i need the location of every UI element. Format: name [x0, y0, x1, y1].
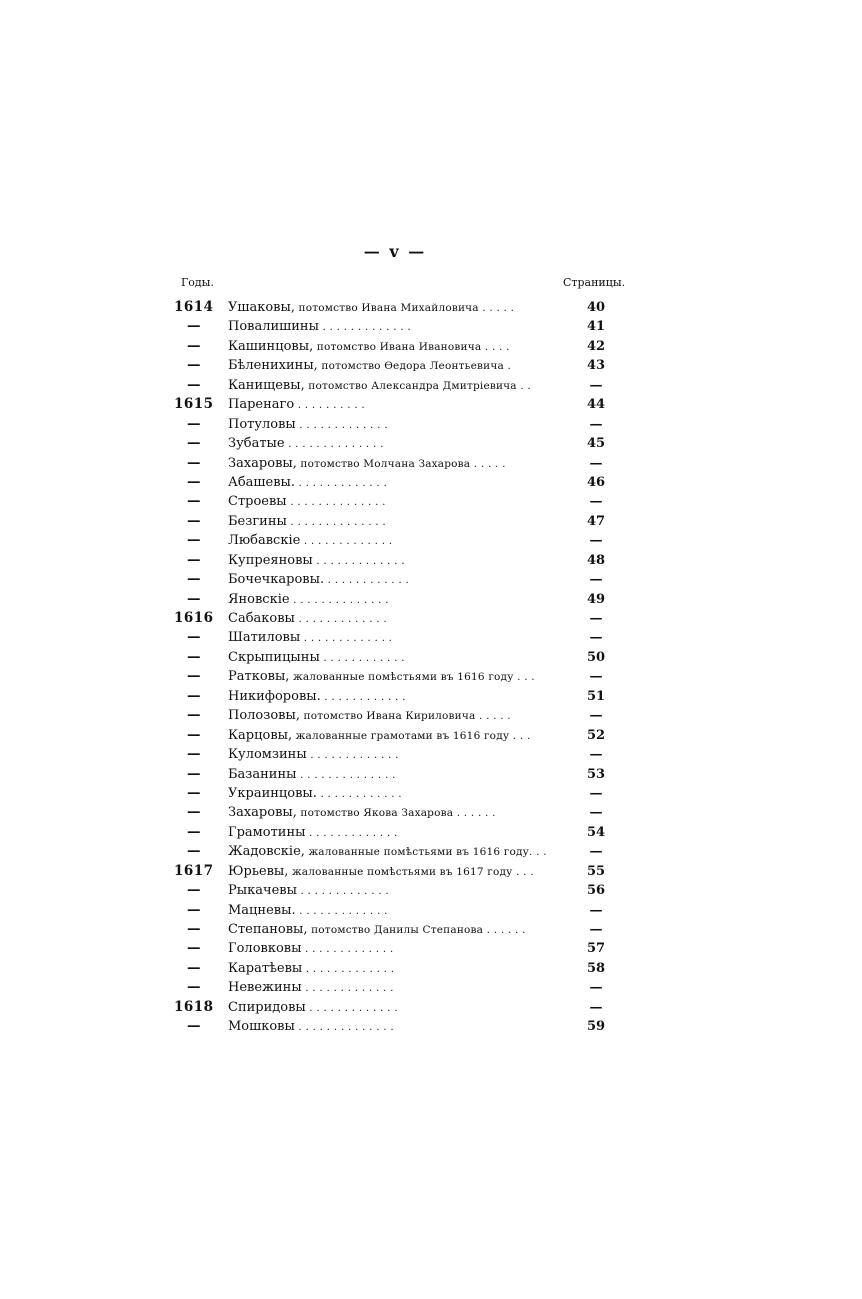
toc-entry-name: Мошковы	[228, 1019, 295, 1035]
toc-year: —	[187, 726, 201, 743]
toc-entry-name: Карцовы,	[228, 727, 293, 743]
toc-leader-dots: . . . . . . . . . . . .	[324, 574, 409, 587]
toc-leader-dots: . . . . . . . . . . . . . .	[296, 768, 396, 781]
toc-row	[170, 337, 630, 356]
toc-entry-note: потомство Ивана Ивановича	[313, 340, 482, 353]
toc-page-number: 44	[586, 397, 606, 413]
toc-page-number: 55	[586, 863, 606, 879]
toc-page-number: —	[589, 533, 603, 549]
toc-entry-note: потомство Ивана Михайловича	[294, 302, 479, 314]
toc-entry-note: потомство Якова Захарова	[296, 807, 454, 820]
toc-leader-dots: . . . . .	[470, 457, 506, 470]
toc-year: —	[187, 843, 201, 860]
toc-entry	[228, 337, 568, 357]
toc-entry-note: жалованные помѣстьями въ 1616 году.	[304, 846, 533, 859]
toc-row	[170, 415, 630, 434]
toc-leader-dots: . . . . . . . . . . . . .	[296, 885, 389, 898]
toc-page-number: —	[589, 922, 603, 937]
toc-entry	[228, 939, 568, 959]
toc-row	[170, 590, 630, 609]
toc-row	[170, 512, 630, 531]
toc-year: 1618	[174, 998, 214, 1015]
toc-year: 1614	[174, 299, 214, 315]
toc-year: —	[187, 337, 201, 354]
toc-leader-dots: . . . . . . . . . . . . .	[301, 982, 394, 995]
toc-entry-name: Базанины	[228, 766, 297, 782]
toc-page-number: —	[589, 494, 603, 510]
toc-year: —	[187, 532, 201, 549]
toc-page-number: 47	[586, 513, 606, 529]
toc-row	[170, 765, 630, 784]
toc-row	[170, 648, 630, 667]
toc-year: —	[187, 921, 201, 937]
toc-row	[170, 531, 630, 550]
toc-page-number: —	[589, 455, 603, 471]
toc-entry	[228, 648, 568, 668]
toc-page-number: —	[589, 902, 603, 918]
toc-year: —	[187, 901, 201, 918]
toc-entry	[228, 978, 568, 998]
toc-row	[170, 609, 630, 628]
toc-entry-name: Юрьевы,	[228, 863, 289, 879]
toc-year: —	[187, 668, 201, 685]
toc-entry-name: Абашевы.	[228, 474, 295, 490]
toc-entry-note: потомство Александра Дмитріевича	[304, 379, 517, 392]
toc-entry-name: Ратковы,	[228, 669, 290, 685]
toc-page-number: —	[589, 980, 603, 996]
toc-leader-dots: . . . . . . . . . . . . .	[312, 554, 405, 567]
toc-entry	[228, 823, 568, 843]
toc-leader-dots: . . . . . .	[453, 807, 496, 820]
toc-page-number: 42	[586, 338, 606, 354]
toc-entry	[228, 590, 568, 610]
toc-entry-name: Любавскіе	[228, 533, 301, 549]
toc-row	[170, 454, 630, 473]
toc-year: —	[187, 784, 201, 801]
toc-year: —	[187, 318, 201, 335]
toc-entry-name: Бочечкаровы.	[228, 572, 325, 588]
toc-entry	[228, 784, 568, 804]
toc-entry-name: Купреяновы	[228, 552, 313, 568]
toc-row	[170, 862, 630, 881]
toc-leader-dots: . . . . . . . . . . . . . .	[284, 438, 384, 451]
toc-entry	[228, 570, 568, 590]
toc-entry-name: Головковы	[228, 941, 302, 957]
toc-entry-name: Захаровы,	[228, 805, 297, 821]
toc-row	[170, 823, 630, 842]
toc-leader-dots: . . . . . . . . . . . . .	[295, 904, 388, 917]
toc-year: —	[187, 551, 201, 568]
toc-leader-dots: . . . . .	[475, 710, 511, 723]
toc-row	[170, 920, 630, 939]
pages-column-header: Страницы.	[563, 276, 626, 289]
toc-row	[170, 978, 630, 997]
toc-page-number: —	[589, 630, 603, 646]
toc-entry-note: потомство Молчана Захарова	[296, 457, 471, 470]
toc-row	[170, 434, 630, 453]
toc-row	[170, 317, 630, 336]
toc-entry	[228, 920, 568, 940]
toc-row	[170, 298, 630, 317]
toc-year: —	[187, 1018, 201, 1035]
toc-page-number: 41	[586, 319, 606, 335]
toc-row	[170, 745, 630, 764]
toc-entry	[228, 356, 568, 376]
toc-page-number: 56	[586, 883, 606, 899]
toc-page-number: 59	[586, 1019, 606, 1035]
toc-page-number: 46	[586, 474, 606, 490]
toc-entry	[228, 1017, 568, 1037]
toc-entry	[228, 862, 568, 882]
table-of-contents	[170, 298, 630, 1037]
toc-page-number: 50	[586, 649, 606, 665]
toc-leader-dots: . .	[516, 379, 531, 392]
toc-entry-name: Паренаго	[228, 397, 295, 413]
toc-entry	[228, 395, 568, 415]
toc-entry	[228, 551, 568, 571]
toc-entry-name: Повалишины	[228, 319, 319, 335]
toc-entry-name: Спиридовы	[228, 999, 306, 1015]
toc-leader-dots: . . . . . . . . . . . . .	[300, 632, 393, 645]
toc-page-number: 51	[586, 688, 606, 704]
toc-page-number: —	[589, 669, 603, 685]
toc-year: —	[187, 357, 201, 374]
toc-entry	[228, 454, 568, 474]
toc-leader-dots: . . . . .	[478, 302, 515, 314]
toc-leader-dots: . . . . . . . . . . . . .	[302, 962, 395, 975]
toc-year: —	[187, 882, 201, 899]
toc-page-number: —	[589, 747, 603, 763]
toc-leader-dots: . . . . . . . . . . . . . .	[286, 496, 386, 509]
toc-entry	[228, 901, 568, 921]
toc-entry-name: Скрыпицыны	[228, 649, 320, 665]
toc-entry-note: потомство Өедора Леонтьевича	[317, 360, 504, 373]
toc-year: —	[187, 648, 201, 665]
toc-leader-dots: . . . . . . . . . . . . .	[318, 321, 411, 334]
toc-entry	[228, 667, 568, 687]
toc-leader-dots: . . . . . . . . . . . . .	[300, 535, 393, 548]
toc-entry	[228, 959, 568, 979]
toc-page-number: —	[589, 377, 603, 393]
toc-entry-name: Безгины	[228, 513, 287, 529]
toc-entry	[228, 376, 568, 396]
toc-leader-dots: . . . . . . . . . . . . . .	[289, 593, 389, 606]
toc-entry-name: Рыкачевы	[228, 883, 297, 899]
toc-leader-dots: . . .	[509, 729, 531, 742]
toc-year: 1617	[174, 862, 214, 879]
toc-page-number: 49	[586, 591, 606, 607]
toc-entry-note: жалованные грамотами въ 1616 году	[292, 729, 510, 742]
toc-page-number: 54	[586, 824, 606, 840]
toc-year: —	[187, 707, 201, 724]
toc-row	[170, 784, 630, 803]
toc-year: —	[187, 590, 201, 607]
toc-entry	[228, 512, 568, 532]
toc-year: —	[187, 823, 201, 840]
toc-year: —	[187, 959, 201, 976]
toc-leader-dots: . . . . . . . . . . . . . .	[294, 1021, 394, 1034]
toc-entry-name: Жадовскіе,	[228, 844, 305, 860]
toc-leader-dots: . . . . . . . . . .	[294, 399, 365, 412]
toc-year: —	[187, 376, 201, 393]
toc-entry-name: Грамотины	[228, 824, 306, 840]
toc-row	[170, 570, 630, 589]
toc-entry-note: жалованные помѣстьями въ 1616 году	[289, 671, 514, 684]
toc-entry	[228, 881, 568, 901]
toc-entry	[228, 706, 568, 726]
toc-leader-dots: . . . . . . . . . . . . .	[305, 1001, 398, 1014]
toc-row	[170, 492, 630, 511]
toc-page-number: 57	[586, 941, 606, 957]
toc-row	[170, 901, 630, 920]
toc-year: —	[187, 454, 201, 471]
toc-entry-name: Строевы	[228, 494, 287, 510]
toc-row	[170, 1017, 630, 1036]
toc-entry	[228, 531, 568, 551]
toc-leader-dots: . . .	[512, 865, 534, 878]
toc-entry	[228, 609, 568, 629]
toc-row	[170, 551, 630, 570]
toc-entry-note: потомство Ивана Кириловича	[299, 710, 476, 723]
toc-year: —	[187, 435, 201, 452]
toc-entry	[228, 317, 568, 337]
toc-entry	[228, 298, 568, 318]
toc-leader-dots: . . .	[513, 671, 535, 684]
toc-year: —	[187, 765, 201, 782]
toc-entry-name: Сабаковы	[228, 611, 295, 626]
toc-row	[170, 376, 630, 395]
toc-year: —	[187, 512, 201, 529]
toc-row	[170, 667, 630, 686]
toc-page-number: —	[589, 805, 603, 821]
toc-entry	[228, 842, 568, 862]
toc-entry-name: Невежины	[228, 980, 302, 996]
toc-page-number: 52	[586, 727, 606, 743]
toc-entry-name: Украинцовы.	[228, 785, 317, 801]
page-number: — v —	[363, 242, 427, 261]
toc-leader-dots: . .	[532, 846, 547, 859]
toc-entry	[228, 726, 568, 746]
toc-page-number: —	[589, 844, 603, 860]
toc-row	[170, 939, 630, 958]
toc-row	[170, 881, 630, 900]
toc-page-number: 45	[586, 436, 606, 452]
toc-row	[170, 628, 630, 647]
toc-year: —	[187, 746, 201, 763]
toc-entry-name: Полозовы,	[228, 708, 300, 724]
toc-year: —	[187, 473, 201, 490]
toc-row	[170, 706, 630, 725]
toc-page-number: —	[589, 999, 603, 1015]
toc-year: —	[187, 571, 201, 588]
toc-page-number: —	[589, 611, 603, 626]
toc-row	[170, 473, 630, 492]
toc-page-number: 48	[586, 552, 606, 568]
years-column-header: Годы.	[181, 276, 214, 289]
toc-entry	[228, 687, 568, 707]
toc-entry-name: Зубатые	[228, 436, 285, 452]
toc-leader-dots: . . . . . . . . . . . . . .	[286, 515, 386, 528]
toc-row	[170, 687, 630, 706]
toc-entry-name: Никифоровы.	[228, 688, 321, 704]
toc-entry-name: Шатиловы	[228, 630, 301, 646]
toc-leader-dots: .	[503, 360, 511, 373]
toc-leader-dots: . . . . . . . . . . . . .	[295, 418, 388, 431]
toc-year: —	[187, 804, 201, 821]
toc-year: —	[187, 415, 201, 432]
toc-leader-dots: . . . . . . . . . . . .	[319, 651, 405, 664]
toc-leader-dots: . . . . . . . . . . . . .	[294, 613, 387, 625]
toc-page-number: 40	[586, 300, 606, 315]
toc-entry	[228, 628, 568, 648]
toc-row	[170, 395, 630, 414]
toc-entry	[228, 492, 568, 512]
toc-entry-name: Яновскіе	[228, 591, 290, 607]
toc-entry	[228, 473, 568, 493]
toc-row	[170, 959, 630, 978]
toc-page-number: 53	[586, 766, 606, 782]
toc-leader-dots: . . . . . . . . . . . . .	[306, 749, 399, 762]
toc-year: —	[187, 629, 201, 646]
toc-page-number: —	[589, 708, 603, 724]
toc-entry-note: жалованные помѣстьями въ 1617 году	[288, 865, 513, 878]
toc-entry-name: Захаровы,	[228, 455, 297, 471]
toc-entry-name: Бѣленихины,	[228, 358, 318, 374]
toc-page-number: 58	[586, 960, 606, 976]
toc-entry-name: Мацневы.	[228, 902, 296, 918]
toc-entry	[228, 434, 568, 454]
toc-year: —	[187, 687, 201, 704]
toc-page-number: 43	[586, 358, 606, 374]
toc-year: —	[187, 493, 201, 510]
toc-row	[170, 356, 630, 375]
toc-leader-dots: . . . . . . . . . . . . .	[301, 943, 394, 956]
toc-entry-name: Канищевы,	[228, 377, 305, 393]
toc-leader-dots: . . . . . . . . . . . .	[316, 787, 402, 800]
toc-leader-dots: . . . . . . . . . . . . .	[295, 476, 387, 489]
toc-year: 1616	[174, 610, 214, 626]
toc-row	[170, 998, 630, 1017]
toc-page-number: —	[589, 785, 603, 801]
toc-leader-dots: . . . . . . . . . . . .	[320, 690, 406, 703]
toc-row	[170, 726, 630, 745]
toc-entry-name: Потуловы	[228, 416, 296, 432]
toc-entry-name: Кашинцовы,	[228, 338, 314, 354]
toc-leader-dots: . . . .	[481, 340, 510, 353]
toc-entry-name: Каратѣевы	[228, 960, 303, 976]
toc-entry	[228, 765, 568, 785]
toc-year: —	[187, 940, 201, 957]
toc-page-number: —	[589, 572, 603, 588]
toc-entry	[228, 745, 568, 765]
toc-entry-note: потомство Данилы Степанова	[307, 924, 484, 936]
toc-entry	[228, 803, 568, 823]
toc-row	[170, 842, 630, 861]
toc-entry-name: Куломзины	[228, 747, 307, 763]
toc-page-number: —	[589, 416, 603, 432]
toc-leader-dots: . . . . . .	[483, 924, 526, 936]
toc-year: 1615	[174, 396, 214, 413]
toc-leader-dots: . . . . . . . . . . . . .	[305, 826, 398, 839]
toc-entry-name: Степановы,	[228, 922, 308, 937]
toc-entry-name: Ушаковы,	[228, 300, 295, 315]
toc-year: —	[187, 979, 201, 996]
toc-entry	[228, 415, 568, 435]
toc-row	[170, 803, 630, 822]
toc-entry	[228, 998, 568, 1018]
